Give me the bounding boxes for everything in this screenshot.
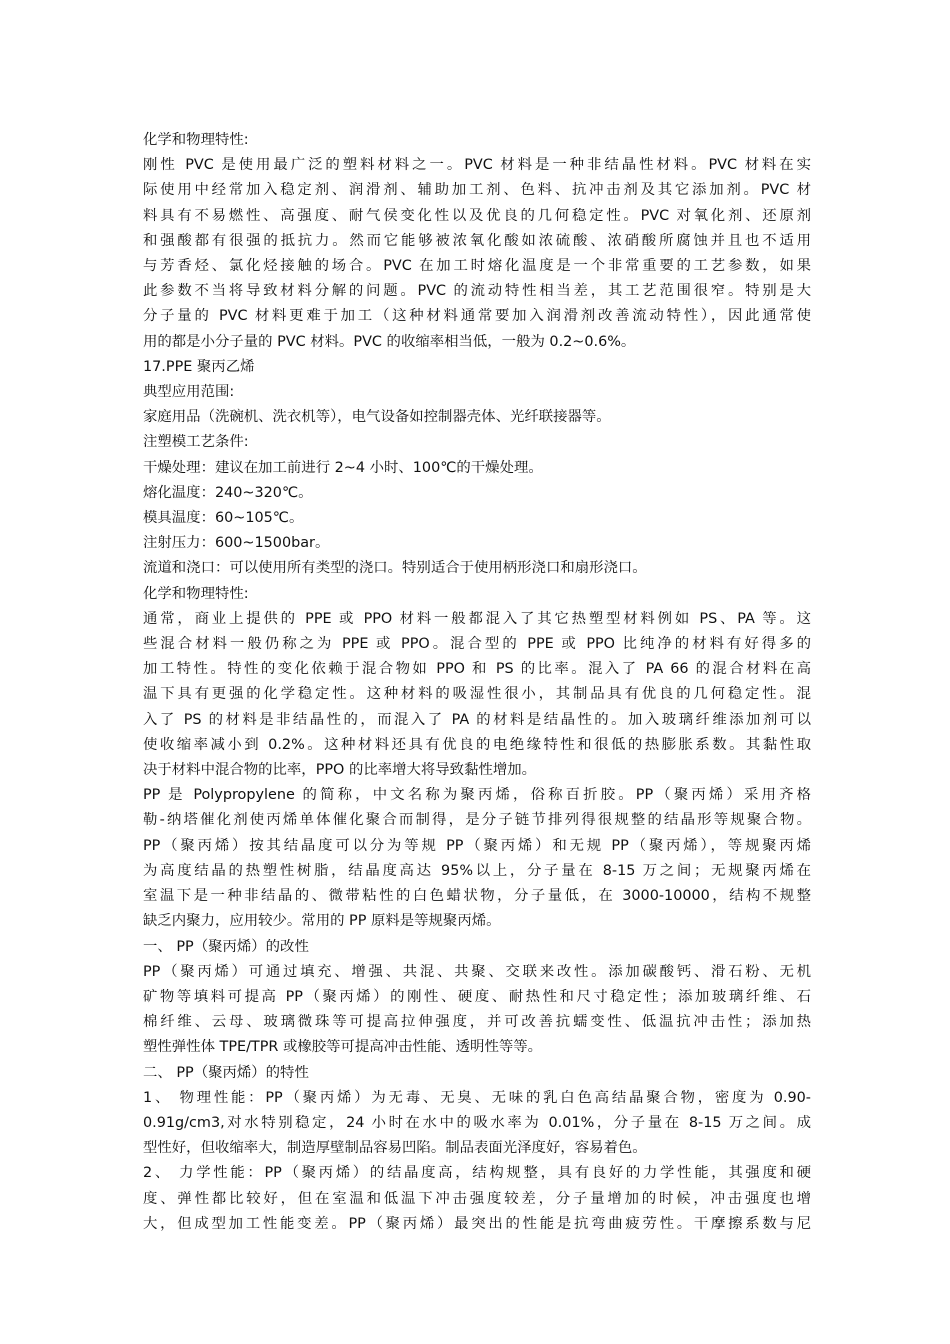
text-line: 温下具有更强的化学稳定性。这种材料的吸湿性很小，其制品具有优良的几何稳定性。混 <box>143 686 811 703</box>
text-line: 0.91g/cm3,对水特别稳定，24 小时在水中的吸水率为 0.01%，分子量在 8-15 万之间。成 <box>143 1114 811 1131</box>
text-line: 使收缩率减小到 0.2%。这种材料还具有优良的电绝缘特性和很低的热膨胀系数。其黏性取 <box>143 736 811 753</box>
text-line: 度、弹性都比较好，但在室温和低温下冲击强度较差，分子量增加的时候，冲击强度也增 <box>143 1190 811 1207</box>
text-line: 2、 力学性能：PP（聚丙烯）的结晶度高，结构规整，具有良好的力学性能，其强度和硬 <box>143 1165 811 1182</box>
text-line: PP（聚丙烯）可通过填充、增强、共混、共聚、交联来改性。添加碳酸钙、滑石粉、无机 <box>143 963 811 980</box>
text-line: 大，但成型加工性能变差。PP（聚丙烯）最突出的性能是抗弯曲疲劳性。干摩擦系数与尼 <box>143 1215 811 1232</box>
text-line: 干燥处理：建议在加工前进行 2~4 小时、100℃的干燥处理。 <box>143 459 543 476</box>
text-line: 和强酸都有很强的抵抗力。然而它能够被浓氧化酸如浓硫酸、浓硝酸所腐蚀并且也不适用 <box>143 232 811 249</box>
text-line: 与芳香烃、氯化烃接触的场合。PVC 在加工时熔化温度是一个非常重要的工艺参数，如果 <box>143 258 811 275</box>
text-line: 注射压力：600~1500bar。 <box>143 535 330 552</box>
text-line: 矿物等填料可提高 PP（聚丙烯）的刚性、硬度、耐热性和尺寸稳定性；添加玻璃纤维、石 <box>143 988 811 1005</box>
text-line: 1、 物理性能：PP（聚丙烯）为无毒、无臭、无味的乳白色高结晶聚合物，密度为 0.90- <box>143 1089 811 1106</box>
text-line: 决于材料中混合物的比率，PPO 的比率增大将导致黏性增加。 <box>143 762 537 779</box>
text-line: 室温下是一种非结晶的、微带粘性的白色蜡状物，分子量低，在 3000-10000，结构不规整 <box>143 888 811 905</box>
text-line: 熔化温度：240~320℃。 <box>143 484 313 501</box>
document-page <box>143 128 811 1237</box>
text-line: 棉纤维、云母、玻璃微珠等可提高拉伸强度，并可改善抗蠕变性、低温抗冲击性；添加热 <box>143 1014 811 1031</box>
text-line: 通常，商业上提供的 PPE 或 PPO 材料一般都混入了其它热塑型材料例如 PS、PA 等。这 <box>143 610 811 627</box>
text-line: 模具温度：60~105℃。 <box>143 510 304 527</box>
text-line: 此参数不当将导致材料分解的问题。PVC 的流动特性相当差，其工艺范围很窄。特别是大 <box>143 283 811 300</box>
text-line: 化学和物理特性: <box>143 585 249 602</box>
text-line: PP 是 Polypropylene 的简称，中文名称为聚丙烯，俗称百折胶。PP（聚丙烯）采用齐格 <box>143 787 811 804</box>
text-line: 化学和物理特性: <box>143 132 249 148</box>
text-line: 二、 PP（聚丙烯）的特性 <box>143 1064 309 1081</box>
text-line: 用的都是小分子量的 PVC 材料。PVC 的收缩率相当低，一般为 0.2~0.6%。 <box>143 333 636 350</box>
text-line: PP（聚丙烯）按其结晶度可以分为等规 PP（聚丙烯）和无规 PP（聚丙烯），等规聚丙烯 <box>143 837 811 854</box>
text-line: 缺乏内聚力，应用较少。常用的 PP 原料是等规聚丙烯。 <box>143 913 501 930</box>
text-line: 刚性 PVC 是使用最广泛的塑料材料之一。PVC 材料是一种非结晶性材料。PVC 材料在实 <box>143 157 811 174</box>
text-line: 加工特性。特性的变化依赖于混合物如 PPO 和 PS 的比率。混入了 PA 66 的混合材料在高 <box>143 661 811 678</box>
text-line: 塑性弹性体 TPE/TPR 或橡胶等可提高冲击性能、透明性等等。 <box>143 1039 543 1056</box>
text-line: 些混合材料一般仍称之为 PPE 或 PPO。混合型的 PPE 或 PPO 比纯净的材料有好得多的 <box>143 636 811 653</box>
text-line: 入了 PS 的材料是非结晶性的，而混入了 PA 的材料是结晶性的。加入玻璃纤维添加剂可以 <box>143 711 811 728</box>
text-line: 注塑模工艺条件: <box>143 434 249 451</box>
text-line: 料具有不易燃性、高强度、耐气侯变化性以及优良的几何稳定性。PVC 对氧化剂、还原剂 <box>143 207 811 224</box>
text-line: 型性好，但收缩率大，制造厚壁制品容易凹陷。制品表面光泽度好，容易着色。 <box>143 1140 647 1157</box>
text-line: 分子量的 PVC 材料更难于加工（这种材料通常要加入润滑剂改善流动特性），因此通常使 <box>143 308 811 325</box>
text-line: 流道和浇口：可以使用所有类型的浇口。特别适合于使用柄形浇口和扇形浇口。 <box>143 560 647 577</box>
text-line: 为高度结晶的热塑性树脂，结晶度高达 95%以上，分子量在 8-15 万之间；无规聚丙烯在 <box>143 862 811 879</box>
text-line: 17.PPE 聚丙乙烯 <box>143 358 255 375</box>
text-line: 典型应用范围: <box>143 384 235 401</box>
text-line: 家庭用品（洗碗机、洗衣机等），电气设备如控制器壳体、光纤联接器等。 <box>143 409 611 426</box>
text-line: 际使用中经常加入稳定剂、润滑剂、辅助加工剂、色料、抗冲击剂及其它添加剂。PVC 材 <box>143 182 811 199</box>
text-line: 勒-纳塔催化剂使丙烯单体催化聚合而制得，是分子链节排列得很规整的结晶形等规聚合物。 <box>143 812 811 829</box>
text-line: 一、 PP（聚丙烯）的改性 <box>143 938 309 955</box>
